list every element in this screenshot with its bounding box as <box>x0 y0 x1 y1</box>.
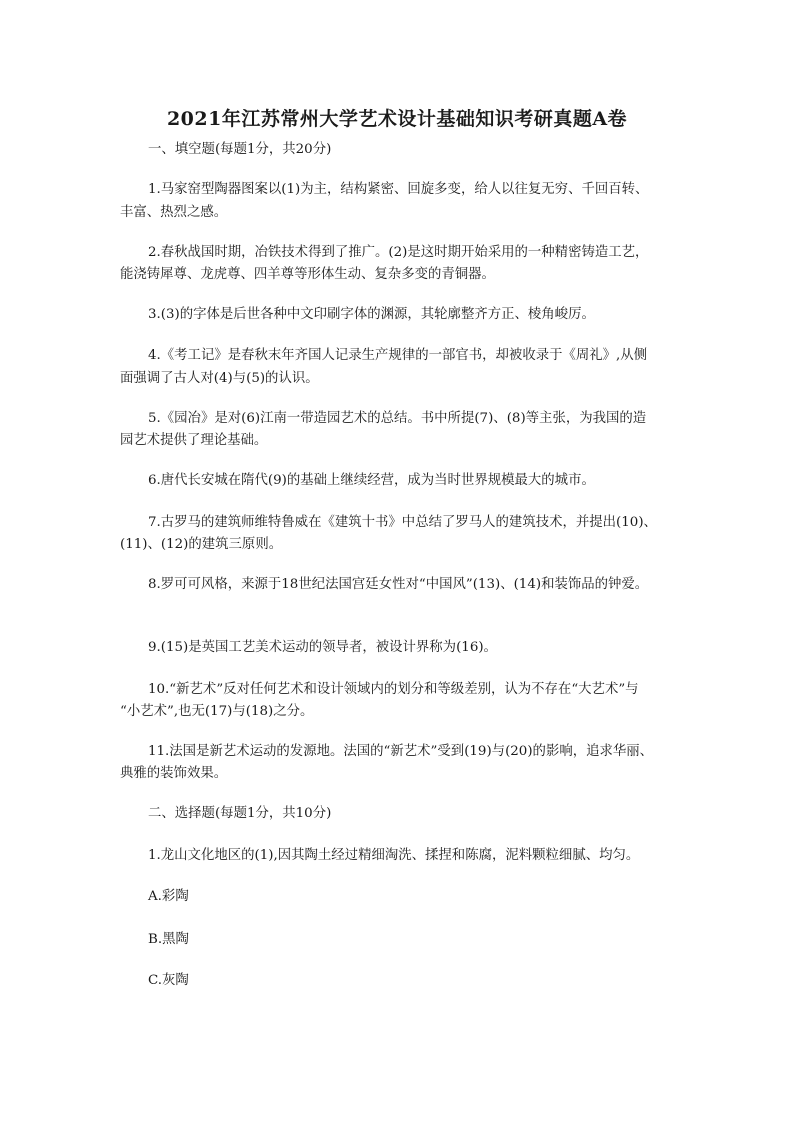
question-6-line-1: 6.唐代长安城在隋代(9)的基础上继续经营，成为当时世界规模最大的城市。 <box>148 473 595 488</box>
question-5-line-2: 园艺术提供了理论基础。 <box>120 433 268 448</box>
question-7-line-1: 7.古罗马的建筑师维特鲁威在《建筑十书》中总结了罗马人的建筑技术，并提出(10)、 <box>148 515 657 530</box>
question-1-line-2: 丰富、热烈之感。 <box>120 205 228 220</box>
question-9-line-1: 9.(15)是英国工艺美术运动的领导者，被设计界称为(16)。 <box>148 640 497 655</box>
question-11-line-1: 11.法国是新艺术运动的发源地。法国的“新艺术”受到(19)与(20)的影响，追求华丽、 <box>148 744 654 759</box>
section-heading-fill-in: 一、填空题(每题1分，共20分) <box>148 142 332 157</box>
question-11-line-2: 典雅的装饰效果。 <box>120 766 228 781</box>
mc-option-c: C.灰陶 <box>148 973 189 988</box>
mc-option-b: B.黑陶 <box>148 932 189 947</box>
mc-question-1: 1.龙山文化地区的(1),因其陶土经过精细淘洗、揉捏和陈腐，泥料颗粒细腻、均匀。 <box>148 848 640 863</box>
question-1-line-1: 1.马家窑型陶器图案以(1)为主，结构紧密、回旋多变，给人以往复无穷、千回百转、 <box>148 182 649 197</box>
page-title: 2021年江苏常州大学艺术设计基础知识考研真题A卷 <box>166 108 628 130</box>
question-2-line-1: 2.春秋战国时期，冶铁技术得到了推广。(2)是这时期开始采用的一种精密铸造工艺， <box>148 245 649 260</box>
question-4-line-2: 面强调了古人对(4)与(5)的认识。 <box>120 371 319 386</box>
question-4-line-1: 4.《考工记》是春秋末年齐国人记录生产规律的一部官书，却被收录于《周礼》,从侧 <box>148 348 648 363</box>
mc-option-a: A.彩陶 <box>148 889 189 904</box>
section-heading-multiple-choice: 二、选择题(每题1分，共10分) <box>148 806 332 821</box>
question-10-line-2: “小艺术”,也无(17)与(18)之分。 <box>120 704 314 719</box>
question-5-line-1: 5.《园冶》是对(6)江南一带造园艺术的总结。书中所提(7)、(8)等主张，为我国的造 <box>148 411 647 426</box>
question-7-line-2: (11)、(12)的建筑三原则。 <box>120 537 283 552</box>
question-3-line-1: 3.(3)的字体是后世各种中文印刷字体的渊源，其轮廓整齐方正、棱角峻厉。 <box>148 307 595 322</box>
question-2-line-2: 能浇铸犀尊、龙虎尊、四羊尊等形体生动、复杂多变的青铜器。 <box>120 267 495 282</box>
question-8-line-1: 8.罗可可风格，来源于18世纪法国宫廷女性对“中国风”(13)、(14)和装饰品的钟爱。 <box>148 577 649 592</box>
question-10-line-1: 10.“新艺术”反对任何艺术和设计领域内的划分和等级差别，认为不存在“大艺术”与 <box>148 682 639 697</box>
